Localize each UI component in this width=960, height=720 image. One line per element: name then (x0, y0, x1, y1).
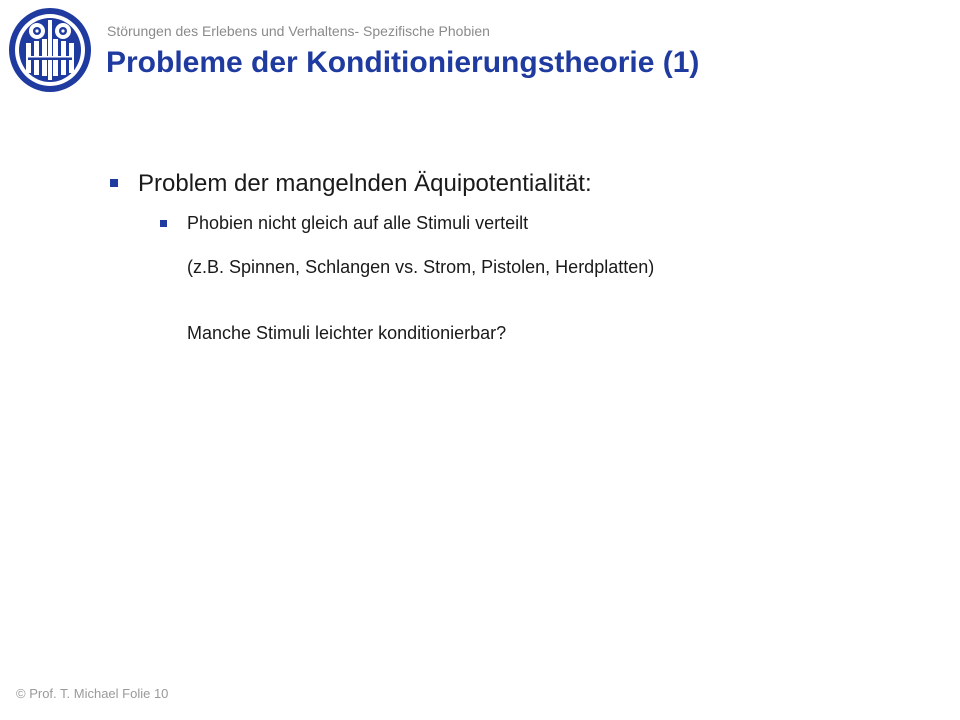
square-bullet-icon (160, 220, 167, 227)
bullet-text: Problem der mangelnden Äquipotentialität: (138, 170, 592, 197)
slide-title: Probleme der Konditionierungstheorie (1) (106, 46, 700, 79)
university-seal-icon (6, 6, 94, 94)
sub-bullet-text: Phobien nicht gleich auf alle Stimuli verteilt (187, 213, 529, 233)
question-line: Manche Stimuli leichter konditionierbar? (187, 323, 507, 343)
slide-subtitle: Störungen des Erlebens und Verhaltens- Spezifische Phobien (107, 23, 490, 39)
slide-footer: © Prof. T. Michael Folie 10 (16, 686, 169, 701)
example-line: (z.B. Spinnen, Schlangen vs. Strom, Pistolen, Herdplatten) (187, 257, 655, 277)
square-bullet-icon (110, 179, 118, 187)
